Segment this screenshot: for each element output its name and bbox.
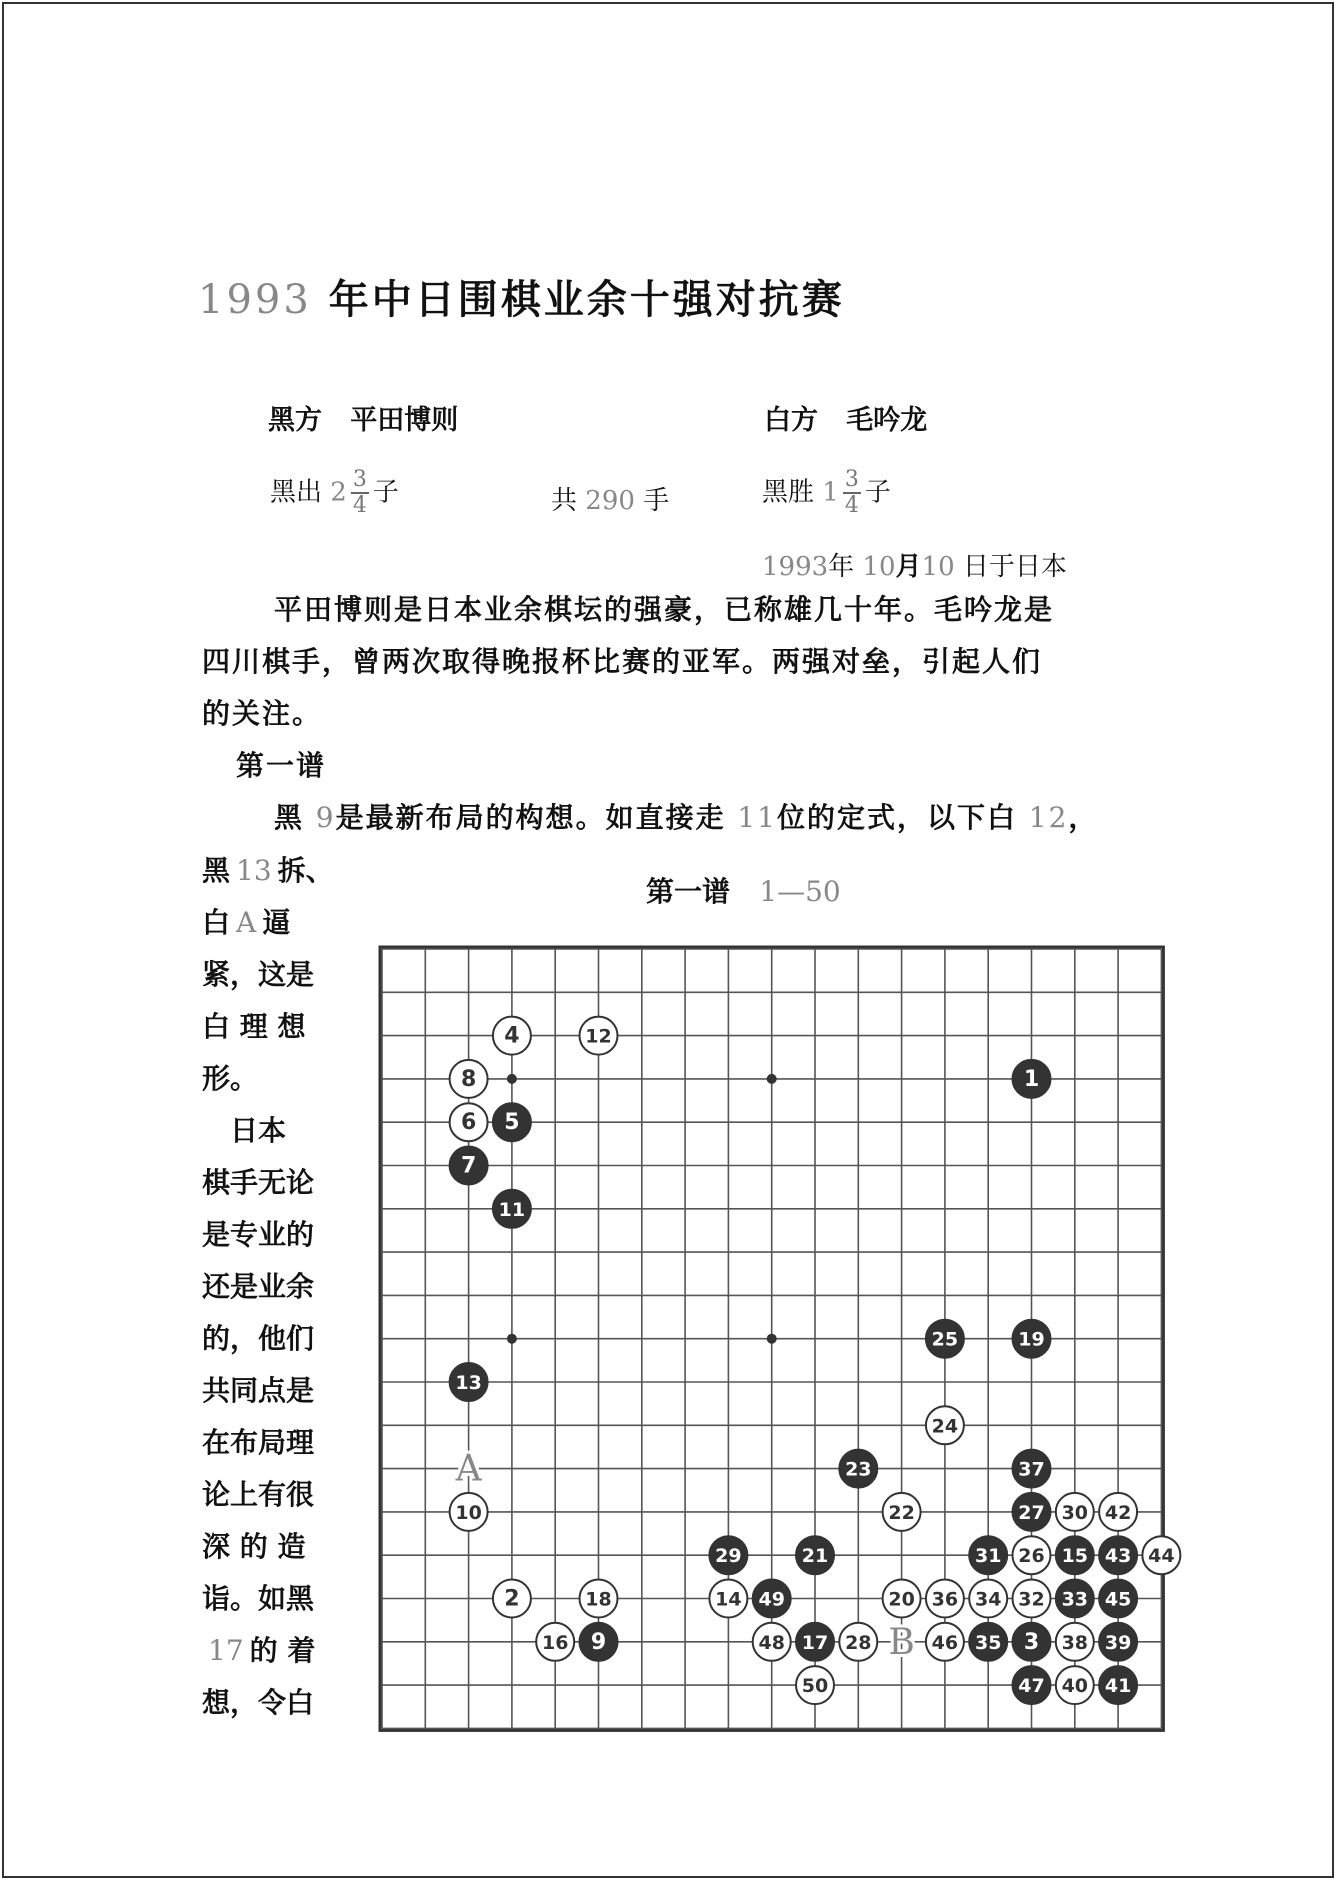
commentary-text: 是最新布局的构想。如直接走 xyxy=(335,801,726,834)
side-text: 棋手无论 xyxy=(202,1166,315,1199)
stone-number: 22 xyxy=(888,1501,915,1524)
move-ref: 9 xyxy=(315,801,336,834)
stone-number: 42 xyxy=(1104,1501,1132,1524)
side-line xyxy=(202,897,340,949)
fraction-denominator: 4 xyxy=(352,493,367,518)
white-stone xyxy=(493,1017,531,1055)
black-stone xyxy=(493,1103,531,1141)
stone-number: 13 xyxy=(455,1372,482,1394)
white-stone xyxy=(926,1623,964,1661)
result-fraction xyxy=(843,468,861,518)
white-stone xyxy=(1099,1493,1137,1531)
move-ref: A xyxy=(236,906,257,939)
side-line xyxy=(202,1053,340,1105)
side-line xyxy=(202,1105,340,1157)
page-title xyxy=(198,268,845,325)
commentary-line-1 xyxy=(274,792,1098,844)
stone-number: 17 xyxy=(801,1631,829,1654)
black-out-label: 黑出 xyxy=(270,477,323,508)
side-text: 拆、 xyxy=(277,854,334,887)
side-line xyxy=(202,1573,340,1625)
side-text: 紧，这是 xyxy=(202,958,315,991)
stone-number: 32 xyxy=(1018,1588,1045,1611)
stone-number: 8 xyxy=(460,1066,477,1092)
side-line xyxy=(202,1365,340,1417)
date-year: 1993 xyxy=(762,552,829,582)
white-stone xyxy=(493,1580,531,1618)
total-unit: 手 xyxy=(643,486,670,516)
section-heading: 第一谱 xyxy=(236,749,327,782)
side-text: 的 着 xyxy=(249,1634,316,1667)
intro-line-3: 的关注。 xyxy=(202,697,323,730)
black-handicap xyxy=(270,468,399,518)
intro-line-2: 四川棋手，曾两次取得晚报杯比赛的亚军。两强对垒，引起人们 xyxy=(202,645,1043,678)
side-line xyxy=(202,1521,340,1573)
side-commentary xyxy=(202,845,340,1729)
stone-number: 21 xyxy=(801,1545,829,1568)
side-text: 的，他们 xyxy=(202,1322,315,1355)
side-line xyxy=(202,1677,340,1729)
white-stone xyxy=(450,1060,488,1098)
side-text: 白 理 想 xyxy=(202,1010,306,1043)
stone-number: 3 xyxy=(1023,1629,1040,1655)
stone-number: 11 xyxy=(498,1198,526,1221)
stone-number: 19 xyxy=(1018,1328,1045,1351)
date-month: 10 xyxy=(862,552,896,582)
move-ref: 13 xyxy=(236,854,272,887)
white-stone xyxy=(1142,1536,1180,1574)
white-stone xyxy=(969,1580,1007,1618)
stone-number: 26 xyxy=(1018,1545,1045,1568)
commentary-text: ， xyxy=(1068,801,1099,834)
side-text: 在布局理 xyxy=(202,1426,315,1459)
white-stone xyxy=(1013,1580,1051,1618)
white-stone xyxy=(709,1580,747,1618)
stone-number: 1 xyxy=(1023,1066,1040,1092)
white-stone xyxy=(1056,1623,1094,1661)
stone-number: 35 xyxy=(974,1631,1002,1654)
black-stone xyxy=(1013,1060,1051,1098)
stone-number: 40 xyxy=(1061,1675,1089,1698)
side-text: 白 xyxy=(202,906,231,939)
stone-number: 39 xyxy=(1104,1631,1132,1654)
diagram-title-text: 第一谱 xyxy=(646,875,731,908)
stone-number: 34 xyxy=(974,1588,1002,1611)
black-stone xyxy=(926,1320,964,1358)
white-stone xyxy=(926,1580,964,1618)
result xyxy=(762,468,891,518)
stone-number: 23 xyxy=(845,1458,872,1481)
move-ref: 11 xyxy=(737,801,777,834)
side-text: 是专业的 xyxy=(202,1218,315,1251)
side-line xyxy=(202,1417,340,1469)
intro-line-1: 平田博则是日本业余棋坛的强豪，已称雄几十年。毛吟龙是 xyxy=(274,593,1055,626)
black-stone xyxy=(1013,1666,1051,1704)
star-point xyxy=(507,1334,517,1344)
black-stone xyxy=(1056,1580,1094,1618)
black-stone xyxy=(450,1147,488,1185)
black-stone xyxy=(450,1363,488,1401)
side-line xyxy=(202,845,340,897)
stone-number: 36 xyxy=(931,1588,959,1611)
black-stone xyxy=(1056,1536,1094,1574)
black-label: 黑方 xyxy=(268,405,322,436)
stone-number: 37 xyxy=(1018,1458,1045,1481)
stone-number: 49 xyxy=(758,1588,785,1611)
date-place: 日于日本 xyxy=(962,552,1067,582)
stone-number: 7 xyxy=(460,1153,477,1179)
diagram-range: 1—50 xyxy=(759,875,841,908)
white-stone xyxy=(580,1580,618,1618)
stone-number: 4 xyxy=(504,1023,520,1049)
black-stone xyxy=(1099,1623,1137,1661)
fraction-denominator: 4 xyxy=(844,493,859,518)
side-text: 日本 xyxy=(202,1114,287,1147)
black-out-fraction xyxy=(351,468,369,518)
stone-number: 12 xyxy=(585,1025,612,1048)
star-point xyxy=(507,1074,517,1084)
side-text: 想，令白 xyxy=(202,1686,315,1719)
black-out-whole: 2 xyxy=(330,477,347,508)
side-text: 还是业余 xyxy=(202,1270,315,1303)
stone-number: 20 xyxy=(888,1588,915,1611)
side-text: 诣。如黑 xyxy=(202,1582,315,1615)
white-stone xyxy=(1013,1536,1051,1574)
black-stone xyxy=(1013,1623,1051,1661)
total-moves xyxy=(551,480,669,517)
stone-number: 44 xyxy=(1148,1545,1175,1568)
black-stone xyxy=(969,1623,1007,1661)
black-stone xyxy=(753,1580,791,1618)
total-value: 290 xyxy=(585,486,635,516)
black-stone xyxy=(493,1190,531,1228)
commentary-text: 位的定式，以下白 xyxy=(777,801,1018,834)
black-stone xyxy=(580,1623,618,1661)
stone-number: 6 xyxy=(460,1110,477,1136)
black-stone xyxy=(969,1536,1007,1574)
stone-number: 24 xyxy=(931,1415,959,1438)
black-stone xyxy=(796,1623,834,1661)
date-year-char: 年 xyxy=(828,552,855,582)
white-stone xyxy=(580,1017,618,1055)
white-stone xyxy=(796,1666,834,1704)
move-ref: 12 xyxy=(1028,801,1069,834)
white-stone xyxy=(883,1493,921,1531)
black-player xyxy=(268,398,458,437)
side-line xyxy=(202,1157,340,1209)
black-out-unit: 子 xyxy=(372,477,399,508)
white-stone xyxy=(450,1103,488,1141)
result-whole: 1 xyxy=(822,477,839,508)
stone-number: 16 xyxy=(541,1631,569,1654)
stone-number: 30 xyxy=(1061,1501,1089,1524)
fraction-numerator: 3 xyxy=(844,467,859,492)
side-line xyxy=(202,1209,340,1261)
black-stone xyxy=(1013,1493,1051,1531)
stone-number: 2 xyxy=(504,1586,520,1612)
stone-number: 9 xyxy=(590,1629,607,1655)
star-point xyxy=(767,1074,777,1084)
fraction-numerator: 3 xyxy=(352,467,367,492)
stone-number: 25 xyxy=(931,1328,959,1351)
side-line xyxy=(202,1261,340,1313)
white-stone xyxy=(1056,1493,1094,1531)
stone-number: 29 xyxy=(715,1545,742,1568)
side-line xyxy=(202,1001,340,1053)
total-label: 共 xyxy=(551,486,578,516)
side-text: 形。 xyxy=(202,1062,259,1095)
black-stone xyxy=(1013,1320,1051,1358)
board-label: B xyxy=(888,1621,915,1663)
stone-number: 18 xyxy=(585,1588,612,1611)
stone-number: 33 xyxy=(1061,1588,1089,1611)
stone-number: 45 xyxy=(1104,1588,1132,1611)
white-stone xyxy=(839,1623,877,1661)
black-stone xyxy=(839,1450,877,1488)
white-stone xyxy=(753,1623,791,1661)
stone-number: 10 xyxy=(455,1501,482,1524)
white-player xyxy=(764,398,927,437)
white-label: 白方 xyxy=(764,405,818,436)
black-stone xyxy=(1013,1450,1051,1488)
side-line xyxy=(202,949,340,1001)
stone-number: 5 xyxy=(504,1110,520,1136)
side-text: 深 的 造 xyxy=(202,1530,306,1563)
date-day: 10 xyxy=(921,552,955,582)
date-month-char: 月 xyxy=(895,552,922,582)
board-label: A xyxy=(455,1448,482,1490)
move-ref: 17 xyxy=(208,1634,244,1667)
diagram-title xyxy=(646,870,841,910)
black-name: 平田博则 xyxy=(350,405,459,436)
stone-number: 31 xyxy=(974,1545,1002,1568)
white-stone xyxy=(883,1580,921,1618)
stone-number: 15 xyxy=(1061,1545,1089,1568)
title-year: 1993 xyxy=(198,277,312,323)
white-stone xyxy=(926,1406,964,1444)
stone-number: 38 xyxy=(1061,1631,1089,1654)
black-stone xyxy=(796,1536,834,1574)
game-date xyxy=(762,546,1067,583)
black-stone xyxy=(1099,1580,1137,1618)
stone-number: 28 xyxy=(845,1631,872,1654)
side-text: 共同点是 xyxy=(202,1374,315,1407)
side-text: 黑 xyxy=(202,854,231,887)
stone-number: 50 xyxy=(801,1675,829,1698)
black-stone xyxy=(709,1536,747,1574)
stone-number: 41 xyxy=(1104,1675,1132,1698)
result-label: 黑胜 xyxy=(762,477,815,508)
side-line xyxy=(202,1313,340,1365)
stone-number: 27 xyxy=(1018,1501,1045,1524)
side-line xyxy=(202,1469,340,1521)
stone-number: 43 xyxy=(1104,1545,1132,1568)
white-stone xyxy=(450,1493,488,1531)
go-board xyxy=(370,935,1190,1735)
white-stone xyxy=(1056,1666,1094,1704)
commentary-text: 黑 xyxy=(274,801,305,834)
stone-number: 47 xyxy=(1018,1675,1045,1698)
result-unit: 子 xyxy=(864,477,891,508)
stone-number: 14 xyxy=(715,1588,742,1611)
white-name: 毛吟龙 xyxy=(846,405,928,436)
side-text: 论上有很 xyxy=(202,1478,315,1511)
side-line xyxy=(202,1625,340,1677)
star-point xyxy=(767,1334,777,1344)
black-stone xyxy=(1099,1536,1137,1574)
white-stone xyxy=(536,1623,574,1661)
title-text: 年中日围棋业余十强对抗赛 xyxy=(328,277,845,323)
stone-number: 46 xyxy=(931,1631,959,1654)
side-text: 逼 xyxy=(262,906,291,939)
stone-number: 48 xyxy=(758,1631,785,1654)
black-stone xyxy=(1099,1666,1137,1704)
